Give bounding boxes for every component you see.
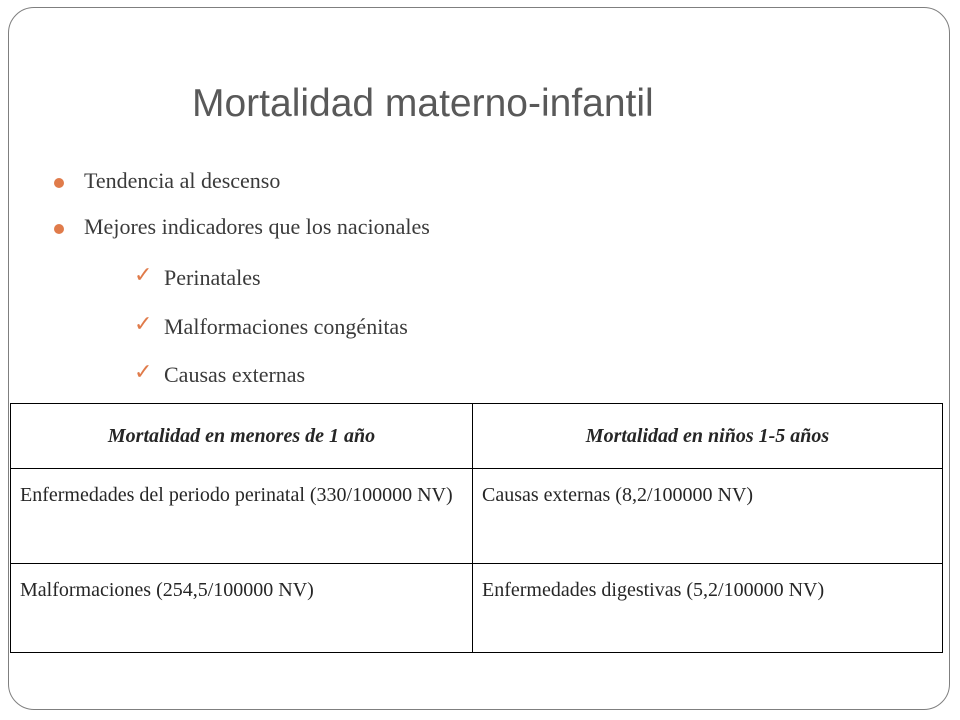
check-mark-icon: ✓ [134, 312, 153, 337]
slide-title: Mortalidad materno-infantil [192, 82, 654, 125]
mortality-table [10, 403, 943, 653]
table-cell: Enfermedades del periodo perinatal (330/100000 NV) [11, 469, 473, 564]
bullet-text: Tendencia al descenso [84, 168, 281, 193]
check-mark-icon: ✓ [134, 360, 153, 385]
sub-item-text: Malformaciones congénitas [164, 314, 408, 339]
table-cell: Enfermedades digestivas (5,2/100000 NV) [473, 564, 943, 653]
check-mark-icon: ✓ [134, 263, 153, 288]
table-header-row [11, 404, 943, 469]
table-row [11, 469, 943, 564]
bullet-dot-icon [54, 224, 64, 234]
table-cell: Malformaciones (254,5/100000 NV) [11, 564, 473, 653]
sub-item-text: Perinatales [164, 265, 261, 290]
bullet-item [84, 168, 280, 194]
table-header-cell: Mortalidad en menores de 1 año [11, 404, 473, 469]
bullet-text: Mejores indicadores que los nacionales [84, 214, 430, 239]
sub-item-text: Causas externas [164, 362, 306, 387]
table-row [11, 564, 943, 653]
bullet-dot-icon [54, 178, 64, 188]
table-header-cell: Mortalidad en niños 1-5 años [473, 404, 943, 469]
sub-item [134, 360, 306, 388]
sub-item [134, 312, 408, 340]
table-cell: Causas externas (8,2/100000 NV) [473, 469, 943, 564]
sub-item [134, 263, 261, 291]
bullet-item [84, 214, 430, 240]
